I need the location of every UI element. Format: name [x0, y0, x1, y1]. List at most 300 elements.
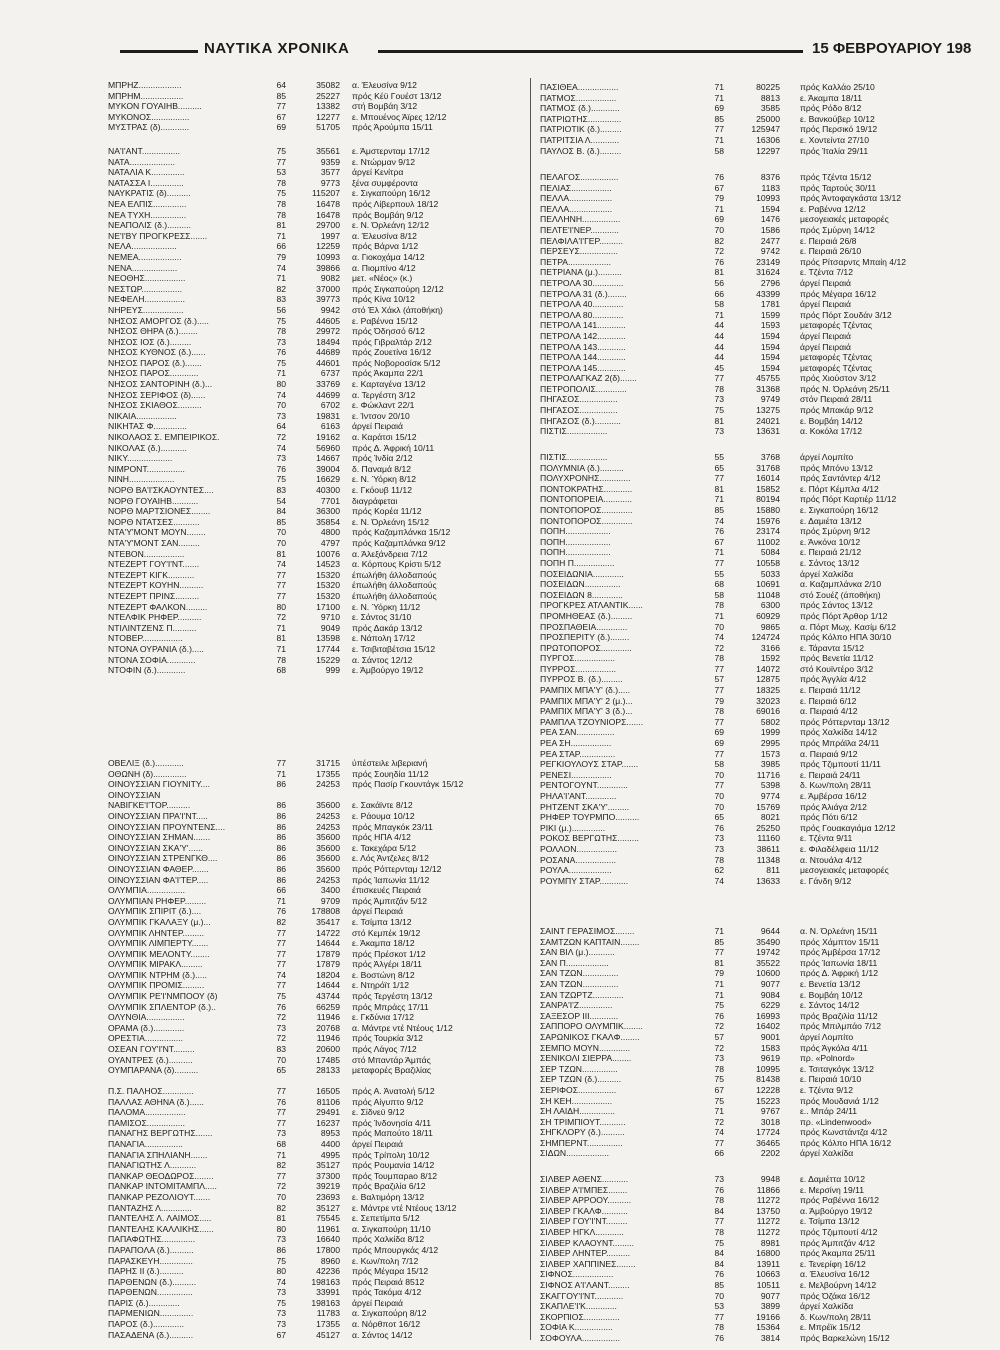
build-year: 70 — [714, 224, 724, 235]
ship-row — [108, 591, 528, 602]
ship-name: ΝΙΚΑΙΑ................. — [108, 410, 177, 421]
ship-name: ΠΑΝΑΓΗΣ ΒΕΡΓΩΤΗΣ....... — [108, 1128, 213, 1139]
tonnage: 3585 — [760, 103, 780, 114]
ship-status: πρός Χιούστον 3/12 — [800, 373, 877, 384]
tonnage: 35561 — [316, 146, 340, 156]
ship-name: ΠΑΤΡΙΤΣΙΑ Λ............ — [540, 134, 620, 145]
build-year: 76 — [276, 906, 286, 917]
ship-row — [540, 1032, 960, 1043]
ship-name: ΠΕΤΡΟΛΑ 141............ — [540, 320, 626, 331]
tonnage: 198163 — [311, 1297, 340, 1308]
ship-name: ΠΑΤΡΙΩΤΗΣ.............. — [540, 113, 622, 124]
ship-row — [108, 326, 528, 337]
tonnage: 2796 — [760, 277, 780, 288]
ship-name: ΣΗ ΛΑΙΔΗ............... — [540, 1106, 616, 1117]
ship-name: ΠΕΤΡΟΛΑΓΚΑΖ 2(δ)....... — [540, 373, 637, 384]
tonnage: 31715 — [316, 758, 340, 768]
build-year: 78 — [714, 383, 724, 394]
tonnage: 15320 — [316, 569, 340, 580]
build-year: 44 — [714, 352, 724, 363]
ship-name: ΣΑΡΩΝΙΚΟΣ ΓΚΑΛΦ........ — [540, 1031, 640, 1042]
ship-row — [540, 1322, 960, 1333]
ship-name: ΠΗΓΑΣΟΣ................ — [540, 405, 618, 416]
tonnage: 1583 — [760, 1042, 780, 1053]
ship-name: ΣΑΝ ΒΙΛ (μ.)........... — [540, 947, 615, 958]
ship-status: ε. Γκδύνια 17/12 — [352, 1012, 415, 1023]
tonnage: 35522 — [756, 957, 780, 968]
ship-status: ε. Βοστώνη 8/12 — [352, 969, 415, 980]
tonnage: 44699 — [316, 389, 340, 400]
build-year: 75 — [714, 1237, 724, 1248]
build-year: 85 — [714, 504, 724, 515]
ship-status: ε. Τακεχάρα 5/12 — [352, 842, 417, 853]
ship-row — [540, 1064, 960, 1075]
ship-status: πρός Μαπούτο 18/11 — [352, 1128, 433, 1139]
build-year: 71 — [276, 622, 286, 633]
tonnage: 2202 — [760, 1148, 780, 1159]
ship-status: πρός Δ. Άφρική 1/12 — [800, 968, 878, 979]
ship-status: άργεί Πειραιά — [352, 421, 403, 432]
build-year: 77 — [714, 124, 724, 135]
build-year: 58 — [714, 145, 724, 156]
ship-name: ΣΚΑΠΛΕ'Ι'Κ............. — [540, 1301, 617, 1312]
ship-row — [540, 780, 960, 791]
ship-name: ΡΕΓΚΙΟΥΛΟΥΣ ΣΤΑΡ....... — [540, 759, 639, 770]
build-year: 81 — [276, 1213, 286, 1224]
ship-status: πρός Βάρνα 1/12 — [352, 241, 419, 252]
tonnage: 80194 — [756, 494, 780, 505]
ship-row — [540, 1227, 960, 1238]
build-year: 53 — [714, 1301, 724, 1312]
ship-name: ΝΙΚΟΛΑΟΣ Σ. ΕΜΠΕΙΡΙΚΟΣ. — [108, 432, 220, 443]
ship-status: α. Πιομπίνο 4/12 — [352, 262, 416, 273]
ship-row — [108, 928, 528, 939]
ship-row — [540, 876, 960, 887]
build-year: 78 — [276, 209, 286, 220]
ship-name: ΠΑΝΤΑΖΗΣ Λ............. — [108, 1202, 192, 1213]
ship-row — [108, 559, 528, 570]
ship-status: άργεί Χαλκίδα — [800, 1301, 854, 1312]
ship-row — [108, 758, 528, 769]
ship-status: ε. Πειραιά 26/8 — [800, 235, 857, 246]
ship-row — [540, 947, 960, 958]
ship-name: ΣΗΜΠΕΡΝΤ............... — [540, 1137, 623, 1148]
ship-name: ΣΑΝ ΤΖΩΡΤΖ............. — [540, 989, 624, 1000]
ship-row — [540, 1043, 960, 1054]
tonnage: 35600 — [316, 832, 340, 843]
ship-name: ΣΚΟΡΠΙΟΣ............... — [540, 1311, 620, 1322]
ship-name: ΠΟΝΤΟΚΡΑΤΗΣ............ — [540, 483, 633, 494]
ship-status: άργεί Χαλκίδα — [800, 568, 854, 579]
tonnage: 37300 — [316, 1170, 340, 1181]
header-rule-left — [120, 50, 198, 53]
ship-name: ΟΙΝΟΥΣΣΙΑΝ ΠΡΟΥΝΤΕΝΣ.... — [108, 821, 226, 832]
ship-row — [108, 305, 528, 316]
ship-status: πρός Σαντάντερ 4/12 — [800, 473, 881, 484]
build-year: 71 — [276, 230, 286, 241]
ship-name: ΣΟΦΟΥΛΑ................ — [540, 1332, 621, 1343]
tonnage: 23693 — [316, 1191, 340, 1202]
ship-status: ε. Βαλτιμόρη 13/12 — [352, 1191, 425, 1202]
ship-name: ΠΕΛΙΑΣ................. — [540, 182, 612, 193]
ship-row — [540, 653, 960, 664]
build-year: 85 — [276, 516, 286, 527]
ship-name: ΣΙΦΝΟΣ................. — [540, 1269, 614, 1280]
tonnage: 16993 — [756, 1010, 780, 1021]
tonnage: 81438 — [756, 1074, 780, 1085]
build-year: 77 — [714, 663, 724, 674]
ship-row — [108, 1150, 528, 1161]
ship-name: ΜΥΚΟΝ ΓΟΥΑΙΗΒ.......... — [108, 101, 202, 112]
tonnage: 1594 — [760, 352, 780, 363]
ship-name: ΠΑΥΛΟΣ Β. (δ.)......... — [540, 145, 622, 156]
ship-name: ΟΛΥΜΠΙΚ ΠΡΟΜΙΣ......... — [108, 980, 205, 991]
build-year: 78 — [276, 177, 286, 188]
build-year: 77 — [714, 1137, 724, 1148]
ship-name: ΠΕΤΡΟΛΑ 40............. — [540, 299, 624, 310]
ship-name: ΠΕΤΡΟΛΑ 143............ — [540, 341, 626, 352]
build-year: 83 — [276, 294, 286, 305]
ship-status: πρός Μπράςς 17/11 — [352, 1001, 429, 1012]
tonnage: 9948 — [760, 1174, 780, 1184]
tonnage: 3400 — [320, 885, 340, 896]
build-year: 73 — [276, 453, 286, 464]
build-year: 68 — [714, 579, 724, 590]
ship-name: ΜΥΣΤΡΑΣ (δ)............ — [108, 122, 190, 133]
ship-status: πρός ΗΠΑ 4/12 — [352, 832, 411, 843]
tonnage: 10993 — [316, 251, 340, 262]
ship-status: ε. Ραβέννα 15/12 — [352, 315, 418, 326]
tonnage: 1183 — [761, 182, 780, 193]
build-year: 67 — [276, 111, 286, 122]
ship-row — [540, 426, 960, 437]
ship-status: πρός Άλγέρι 18/11 — [352, 959, 422, 970]
build-year: 70 — [714, 1290, 724, 1301]
build-year: 81 — [714, 957, 724, 968]
ship-status: πρός Τρίπολη 10/12 — [352, 1149, 430, 1160]
build-year: 71 — [714, 309, 724, 320]
tonnage: 8376 — [760, 172, 780, 182]
tonnage: 17355 — [316, 768, 340, 779]
build-year: 86 — [276, 810, 286, 821]
tonnage: 44601 — [316, 357, 340, 368]
build-year: 75 — [714, 1095, 724, 1106]
ship-row — [540, 82, 960, 93]
tonnage: 10691 — [756, 579, 780, 590]
ship-row — [108, 980, 528, 991]
build-year: 77 — [714, 716, 724, 727]
build-year: 65 — [276, 1065, 286, 1076]
build-year: 78 — [714, 1226, 724, 1237]
build-year: 58 — [714, 759, 724, 770]
ship-status: πρός Άκαμπα 22/1 — [352, 368, 424, 379]
tonnage: 14667 — [316, 453, 340, 464]
ship-name: ΟΡΑΜΑ (δ.)............. — [108, 1022, 185, 1033]
ship-name: ΣΙΛΒΕΡ ΛΗΝΤΕΡ.......... — [540, 1248, 631, 1259]
tonnage: 1997 — [320, 230, 340, 241]
ship-name: ΝΗΣΟΣ ΣΚΙΑΘΟΣ.......... — [108, 400, 202, 411]
ship-row — [108, 1245, 528, 1256]
build-year: 78 — [276, 326, 286, 337]
ship-name: ΝΙΚΗΤΑΣ Φ.............. — [108, 421, 187, 432]
ship-status: ε. Ν. Όρλεάνη 15/12 — [352, 516, 430, 527]
ship-name: ΟΛΥΜΠΙΑ................ — [108, 885, 186, 896]
tonnage: 20600 — [316, 1044, 340, 1055]
build-year: 73 — [714, 394, 724, 405]
build-year: 85 — [714, 1279, 724, 1290]
build-year: 70 — [714, 791, 724, 801]
ship-name: ΠΑΡΟΣ (δ.)............. — [108, 1319, 184, 1330]
ship-row — [540, 236, 960, 247]
tonnage: 9774 — [760, 791, 780, 801]
ship-name: ΠΑΛΟΜΑ................. — [108, 1107, 186, 1118]
ship-status: ε. Σεπετίμπα 5/12 — [352, 1213, 420, 1224]
tonnage: 16505 — [316, 1086, 340, 1096]
ship-status: μεταφορές Τζέντας — [800, 352, 873, 363]
build-year: 85 — [276, 90, 286, 101]
ship-name: ΟΒΕΛΙΞ (δ.)............ — [108, 758, 184, 768]
ship-name: ΣΚΑΓΓΟΥ'Ι'ΝΤ............ — [540, 1290, 624, 1301]
ship-row — [540, 1206, 960, 1217]
ship-name: ΝΗΣΟΣ ΠΑΡΟΣ (δ.)....... — [108, 357, 202, 368]
build-year: 79 — [714, 968, 724, 979]
tonnage: 14072 — [756, 663, 780, 674]
ship-name: ΠΟΣΕΙΔΩΝ 8............. — [540, 589, 623, 600]
tonnage: 17879 — [316, 948, 340, 959]
ship-row — [540, 310, 960, 321]
ship-status: ε. Δαμιέττα 10/12 — [800, 1174, 866, 1184]
ship-name: ΠΑΝΤΕΛΗΣ ΚΑΛΛΙΚΗΣ...... — [108, 1223, 214, 1234]
build-year: 76 — [276, 463, 286, 474]
ship-name: ΟΘΩΝΗ (δ).............. — [108, 768, 187, 779]
ship-status: πρός Ρόττερνταμ 13/12 — [800, 716, 890, 727]
ship-row — [108, 822, 528, 833]
ship-status: πρός Κόλπο ΗΠΑ 16/12 — [800, 1137, 892, 1148]
ship-row — [108, 1266, 528, 1277]
tonnage: 11946 — [316, 1012, 340, 1023]
tonnage: 17879 — [316, 959, 340, 970]
ship-row — [540, 833, 960, 844]
ship-name: ΡΕΝΤΟΓΟΥΝΤ............. — [540, 780, 628, 791]
tonnage: 13750 — [756, 1205, 780, 1216]
tonnage: 24253 — [316, 874, 340, 885]
ship-row — [108, 1097, 528, 1108]
ship-status: πρός Μπαγκόκ 23/11 — [352, 821, 433, 832]
tonnage: 35600 — [316, 842, 340, 853]
ship-status: ε. Νάπολη 17/12 — [352, 633, 416, 644]
ship-status: πρός Ίταλία 29/11 — [800, 145, 869, 156]
ship-status: πρός Ταρτούς 30/11 — [800, 182, 877, 193]
ship-status: πρός Πασίρ Γκουντάγκ 15/12 — [352, 779, 464, 790]
build-year: 71 — [714, 494, 724, 505]
ship-row — [108, 1160, 528, 1171]
ship-row — [540, 289, 960, 300]
ship-row — [108, 896, 528, 907]
ship-status: πρός Τουμπαρao 8/12 — [352, 1170, 438, 1181]
tonnage: 12228 — [756, 1084, 780, 1095]
ship-row — [108, 938, 528, 949]
ship-row — [540, 926, 960, 937]
build-year: 69 — [276, 122, 286, 133]
ship-name: ΝΤΟΒΕΡ................. — [108, 633, 183, 644]
tonnage: 11160 — [757, 833, 780, 844]
tonnage: 42236 — [316, 1266, 340, 1277]
ship-status: στή Βομβάη 3/12 — [352, 101, 418, 112]
tonnage: 1592 — [760, 653, 780, 664]
ship-row — [540, 600, 960, 611]
build-year: 65 — [714, 462, 724, 473]
ship-row — [540, 1138, 960, 1149]
ship-name: ΟΙΝΟΥΣΣΙΑΝ ΓΙΟΥΝΙΤΥ.... — [108, 779, 211, 790]
ship-name: ΝΑΤΑΛΙΑ Κ.............. — [108, 167, 185, 178]
ship-status: α. Πειραιά 4/12 — [800, 706, 858, 717]
ship-row — [540, 1312, 960, 1323]
ship-row — [540, 643, 960, 654]
tonnage: 178808 — [311, 906, 340, 917]
tonnage: 18494 — [316, 336, 340, 347]
ship-row — [540, 791, 960, 802]
tonnage: 13631 — [756, 426, 780, 437]
ship-row — [540, 394, 960, 405]
ship-name: ΠΥΡΓΟΣ................. — [540, 653, 615, 664]
ship-status: πρός Τεργέστη 13/12 — [352, 991, 433, 1002]
tonnage: 14523 — [316, 559, 340, 570]
ship-name: ΟΛΥΜΠΙΚ ΝΤΡΗΜ (δ.)..... — [108, 969, 208, 980]
build-year: 65 — [714, 812, 724, 823]
tonnage: 3985 — [760, 759, 780, 770]
ship-row — [540, 1011, 960, 1022]
ship-status: πρός Ζουετίνα 16/12 — [352, 347, 432, 358]
ship-status: πρός Τζιμπουτί 4/12 — [800, 1226, 878, 1237]
ship-row — [540, 114, 960, 125]
ship-name: ΜΠΡΗΜ.................. — [108, 90, 184, 101]
tonnage: 15364 — [756, 1322, 780, 1333]
ship-status: πρός Ρουμανία 14/12 — [352, 1160, 435, 1171]
build-year: 77 — [276, 758, 286, 768]
ship-name: ΠΑΝΤΕΛΗΣ Λ. ΛΑΙΜΟΣ..... — [108, 1213, 212, 1224]
build-year: 74 — [276, 262, 286, 273]
ship-row — [540, 1301, 960, 1312]
ship-status: πρός Τζέντα 15/12 — [800, 172, 872, 182]
ship-row — [540, 727, 960, 738]
ship-status: α. Άμβούργο 19/12 — [800, 1205, 873, 1216]
ship-row — [108, 1298, 528, 1309]
build-year: 73 — [714, 1053, 724, 1064]
ship-row — [540, 484, 960, 495]
ship-row — [108, 832, 528, 843]
ship-row — [540, 257, 960, 268]
tonnage: 39219 — [316, 1181, 340, 1192]
build-year: 72 — [276, 432, 286, 443]
build-year: 77 — [714, 748, 724, 759]
build-year: 77 — [714, 685, 724, 696]
ship-row — [108, 517, 528, 528]
tonnage: 9710 — [320, 612, 340, 623]
ship-status: πρός Λίβερπουλ 18/12 — [352, 198, 439, 209]
ship-name: ΝΗΣΟΣ ΣΑΝΤΟΡΙΝΗ (δ.)... — [108, 379, 213, 390]
tonnage: 35127 — [316, 1160, 340, 1171]
build-year: 75 — [276, 1255, 286, 1266]
ship-name: ΡΟΚΟΣ ΒΕΡΓΩΤΗΣ......... — [540, 833, 639, 844]
ship-name: ΠΕΤΡΑ.................. — [540, 256, 611, 267]
build-year: 81 — [714, 483, 724, 494]
ship-status: πρός Χαλκίδα 8/12 — [352, 1234, 425, 1245]
ship-name: ΝΤΕΖΕΡΤ ΚΟΥΗΝ.......... — [108, 580, 204, 591]
ship-row — [108, 358, 528, 369]
ship-row — [108, 1277, 528, 1288]
ship-status: πρός Πειραιά 8512 — [352, 1276, 425, 1287]
tonnage: 16478 — [316, 209, 340, 220]
ship-row — [540, 823, 960, 834]
ship-status: α. Σιγκαπούρη 11/10 — [352, 1223, 431, 1234]
tonnage: 13911 — [756, 1258, 780, 1269]
build-year: 64 — [276, 80, 286, 90]
ship-status: α. Σάντος 12/12 — [352, 654, 413, 665]
ship-name: ΠΕΛΛΑ.................. — [540, 203, 613, 214]
tonnage: 17800 — [316, 1244, 340, 1255]
ship-list-section — [540, 1174, 960, 1344]
tonnage: 35600 — [316, 853, 340, 864]
ship-status: α. Έλευσίνα 9/12 — [352, 80, 417, 90]
ship-name: ΠΑΛΛΑΣ ΑΘΗΝΑ (δ.)...... — [108, 1096, 204, 1107]
ship-status: άργεί Πειραιά — [352, 1297, 403, 1308]
ship-row — [540, 696, 960, 707]
ship-row — [540, 1280, 960, 1291]
ship-row — [108, 549, 528, 560]
ship-status: έπωλήθη άλλοδαπούς — [352, 590, 437, 601]
tonnage: 6229 — [760, 1000, 780, 1011]
tonnage: 75545 — [316, 1213, 340, 1224]
build-year: 77 — [276, 569, 286, 580]
build-year: 78 — [714, 1195, 724, 1206]
ship-row — [108, 959, 528, 970]
build-year: 71 — [276, 768, 286, 779]
build-year: 76 — [714, 1010, 724, 1021]
build-year: 80 — [276, 1266, 286, 1277]
ship-row — [540, 664, 960, 675]
build-year: 69 — [714, 103, 724, 114]
tonnage: 31368 — [756, 383, 780, 394]
ship-row — [108, 241, 528, 252]
ship-row — [108, 1128, 528, 1139]
build-year: 66 — [714, 1148, 724, 1159]
ship-row — [108, 1044, 528, 1055]
ship-row — [108, 906, 528, 917]
ship-status: πρός Βαρκελώνη 15/12 — [800, 1332, 890, 1343]
ship-name: ΠΙΣΤΙΣ................. — [540, 452, 608, 462]
tonnage: 9077 — [760, 1290, 780, 1301]
ship-status: πρός Ρόδο 8/12 — [800, 103, 862, 114]
ship-status: πρός Καζαμπλάνκα 9/12 — [352, 537, 446, 548]
ship-name: ΡΟΣΑΝΑ................. — [540, 854, 616, 865]
build-year: 68 — [276, 665, 286, 676]
ship-row — [540, 1021, 960, 1032]
tonnage: 14644 — [316, 938, 340, 949]
ship-status: στόν Πειραιά 28/11 — [800, 394, 873, 405]
ship-status: ε. Τσιβιταβέτσια 15/12 — [352, 643, 436, 654]
ship-name: ΠΟΠΗ................... — [540, 536, 611, 547]
tonnage: 11716 — [756, 769, 780, 780]
ship-status: άργεί Πειραιά — [800, 277, 851, 288]
ship-status: ε. Βομβάη 10/12 — [800, 989, 863, 1000]
build-year: 45 — [714, 362, 724, 373]
ship-row — [108, 337, 528, 348]
build-year: 77 — [714, 780, 724, 791]
ship-list-section — [540, 172, 960, 437]
ship-status: στό Μπαντάρ Άμπάς — [352, 1054, 431, 1065]
ship-row — [108, 1287, 528, 1298]
tonnage: 3814 — [760, 1332, 780, 1343]
